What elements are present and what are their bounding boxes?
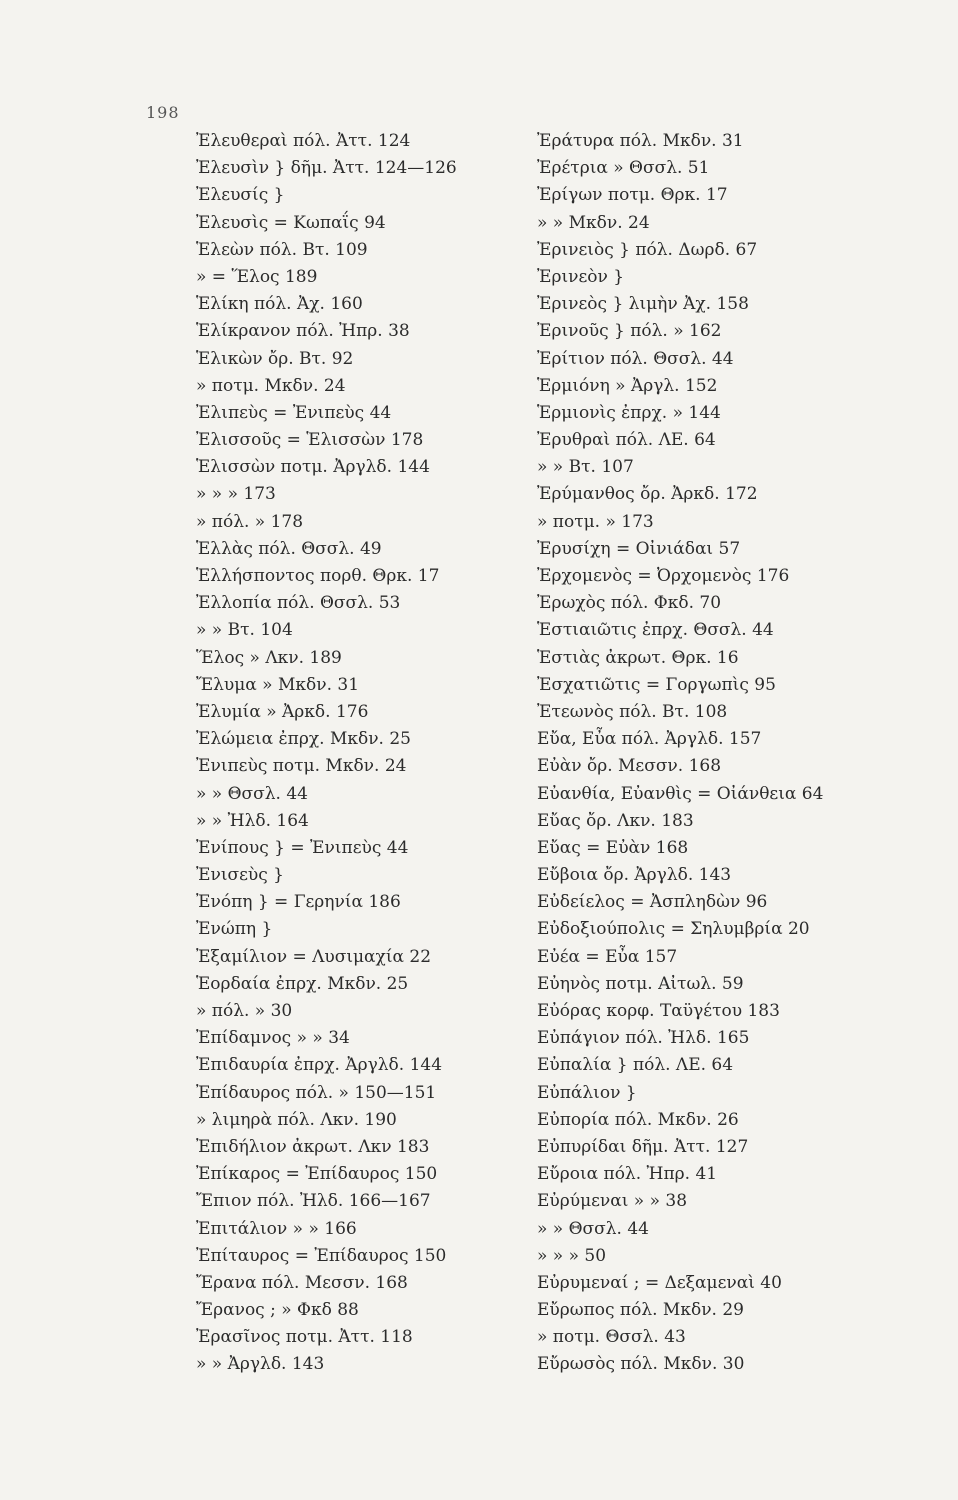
index-entry: Ἐλευσὶς = Κωπαΐς 94 [196,212,386,233]
index-entry: Εὔα, Εὖα πόλ. Ἀργλδ. 157 [537,729,762,750]
index-entry: Ἐνώπη } [196,919,273,940]
index-entry: Ἐνισεὺς } [196,865,284,886]
index-entry: Ἑλλήσποντος πορθ. Θρκ. 17 [196,566,440,586]
index-entry: Ἐρασῖνος ποτμ. Ἀττ. 118 [196,1327,413,1348]
index-entry: Εὐανθία, Εὐανθὶς = Οἰάνθεια 64 [537,783,824,804]
index-entry: Ἑστιὰς ἀκρωτ. Θρκ. 16 [537,647,739,668]
index-entry: Ἕλος » Λκν. 189 [196,647,342,668]
index-entry: » » Θσσλ. 44 [196,783,308,804]
index-entry: Ἐπίδαυρος πόλ. » 150—151 [196,1082,437,1103]
index-entry: Ἑρμιόνη » Ἀργλ. 152 [537,375,718,396]
index-entry: » » Θσσλ. 44 [537,1218,649,1239]
index-entry: Εὔας ὄρ. Λκν. 183 [537,810,694,831]
index-entry: » » Βτ. 104 [196,620,293,641]
index-entry: Ἔρανος ; » Φκδ 88 [196,1300,359,1321]
index-entry: Εὐδείελος = Ἀσπληδὼν 96 [537,892,768,913]
index-entry: Ἐτεωνὸς πόλ. Βτ. 108 [537,701,728,722]
index-entry: Ἑρμιονὶς ἐπρχ. » 144 [537,402,721,423]
index-entry: » » » 50 [537,1245,607,1266]
right-column [537,128,857,1379]
index-entry: Ἐρινοῦς } πόλ. » 162 [537,321,722,342]
index-entry: Ἑορδαία ἐπρχ. Μκδν. 25 [196,973,409,994]
index-entry: Εὔας = Εὐὰν 168 [537,837,689,858]
index-entry: Ἐλευσὶν } δῆμ. Ἀττ. 124—126 [196,158,457,179]
index-entry: Ἐνόπη } = Γερηνία 186 [196,892,401,913]
index-entry: Εὔροια πόλ. Ἠπρ. 41 [537,1164,718,1185]
index-entry: Ἑλεὼν πόλ. Βτ. 109 [196,239,368,260]
index-entry: Ἐλώμεια ἐπρχ. Μκδν. 25 [196,729,411,750]
index-entry: Εὐέα = Εὖα 157 [537,946,678,967]
index-entry: » πόλ. » 178 [196,511,304,532]
index-entry: Ἐπιδήλιον ἀκρωτ. Λκν 183 [196,1136,430,1157]
index-entry: Ἐλιπεὺς = Ἐνιπεὺς 44 [196,402,392,423]
index-entry: Ἐλυμία » Ἀρκδ. 176 [196,701,369,722]
index-entry: Ἐλισσοῦς = Ἑλισσὼν 178 [196,430,424,451]
index-entry: Εὐρυμεναί ; = Δεξαμεναὶ 40 [537,1272,782,1293]
index-entry: Ἐρύμανθος ὄρ. Ἀρκδ. 172 [537,484,758,505]
index-entry: Εὐπορία πόλ. Μκδν. 26 [537,1109,739,1130]
index-entry: Ἑλικὼν ὄρ. Βτ. 92 [196,348,354,369]
index-entry: Ἐρέτρια » Θσσλ. 51 [537,158,710,179]
index-entry: Ἑλίκη πόλ. Ἀχ. 160 [196,294,363,315]
index-entry: » » Μκδν. 24 [537,212,650,233]
index-entry: Ἐπίδαμνος » » 34 [196,1028,350,1049]
index-entry: Ἔλυμα » Μκδν. 31 [196,674,360,695]
index-entry: Ἐρυθραὶ πόλ. ΛΕ. 64 [537,430,716,451]
index-entry: » ποτμ. Θσσλ. 43 [537,1327,686,1348]
index-entry: Ἐλευσίς } [196,185,285,206]
index-entry: Εὐρύμεναι » » 38 [537,1191,688,1212]
index-entry: Ἐλλοπία πόλ. Θσσλ. 53 [196,593,401,614]
index-entry: Ἑλίκρανον πόλ. Ἠπρ. 38 [196,321,410,342]
index-entry: » ποτμ. Μκδν. 24 [196,375,346,396]
index-entry: Ἐπιδαυρία ἐπρχ. Ἀργλδ. 144 [196,1055,443,1076]
index-entry: » » Βτ. 107 [537,457,634,478]
index-entry: Εὐπυρίδαι δῆμ. Ἀττ. 127 [537,1136,749,1157]
index-entry: Εὐηνὸς ποτμ. Αἰτωλ. 59 [537,973,744,994]
index-entry: Εὐπάλιον } [537,1082,637,1103]
index-entry: Εὐὰν ὄρ. Μεσσν. 168 [537,756,722,777]
index-entry: Ἐπίκαρος = Ἐπίδαυρος 150 [196,1164,438,1185]
index-entry: » ποτμ. » 173 [537,511,654,532]
index-entry: Εὐπάγιον πόλ. Ἠλδ. 165 [537,1028,750,1049]
index-entry: Ἑστιαιῶτις ἐπρχ. Θσσλ. 44 [537,620,774,641]
index-entry: Ἐρωχὸς πόλ. Φκδ. 70 [537,593,722,614]
index-entry: Ἐνιπεὺς ποτμ. Μκδν. 24 [196,756,407,777]
index-entry: Ἐσχατιῶτις = Γοργωπὶς 95 [537,674,776,695]
index-entry: Εὔρωσὸς πόλ. Μκδν. 30 [537,1354,745,1375]
index-entry: » = Ἕλος 189 [196,266,318,287]
index-entry: Ἐρινεὸς } λιμὴν Ἀχ. 158 [537,294,749,315]
index-entry: Εὐδοξιούπολις = Σηλυμβρία 20 [537,919,810,940]
index-entry: Ἐρινειὸς } πόλ. Δωρδ. 67 [537,239,758,260]
index-entry: Εὐπαλία } πόλ. ΛΕ. 64 [537,1055,734,1076]
index-entry: Εὐόρας κορφ. Ταϋγέτου 183 [537,1001,780,1021]
index-entry: Ἐξαμίλιον = Λυσιμαχία 22 [196,946,432,967]
index-entry: Ἐπιτάλιον » » 166 [196,1218,357,1239]
index-entry: Ἐράτυρα πόλ. Μκδν. 31 [537,131,744,151]
index-entry: Ἔπιον πόλ. Ἠλδ. 166—167 [196,1191,431,1212]
left-column [196,128,526,1379]
index-entry: » » Ἠλδ. 164 [196,810,309,831]
page-number: 198 [146,103,180,122]
index-entry: Ἐρχομενὸς = Ὀρχομενὸς 176 [537,566,790,586]
index-entry: Ἐπίταυρος = Ἐπίδαυρος 150 [196,1245,447,1266]
index-entry: Ἑλισσὼν ποτμ. Ἀργλδ. 144 [196,457,430,478]
index-entry: Ἑλλὰς πόλ. Θσσλ. 49 [196,538,382,559]
index-entry: » » Ἀργλδ. 143 [196,1354,325,1375]
index-entry: Ἐλευθεραὶ πόλ. Ἀττ. 124 [196,131,411,151]
index-entry: » » » 173 [196,484,276,505]
index-entry: Ἐρίτιον πόλ. Θσσλ. 44 [537,348,734,369]
index-entry: Ἐρυσίχη = Οἰνιάδαι 57 [537,538,741,559]
index-entry: Εὔρωπος πόλ. Μκδν. 29 [537,1300,744,1321]
index-entry: Ἔρανα πόλ. Μεσσν. 168 [196,1272,408,1293]
index-entry: Εὔβοια ὄρ. Ἀργλδ. 143 [537,865,732,886]
index-entry: » λιμηρὰ πόλ. Λκν. 190 [196,1109,397,1130]
index-entry: » πόλ. » 30 [196,1001,293,1021]
index-entry: Ἐρινεὸν } [537,266,625,287]
index-entry: Ἐνίπους } = Ἐνιπεὺς 44 [196,837,409,858]
index-entry: Ἐρίγων ποτμ. Θρκ. 17 [537,185,728,206]
